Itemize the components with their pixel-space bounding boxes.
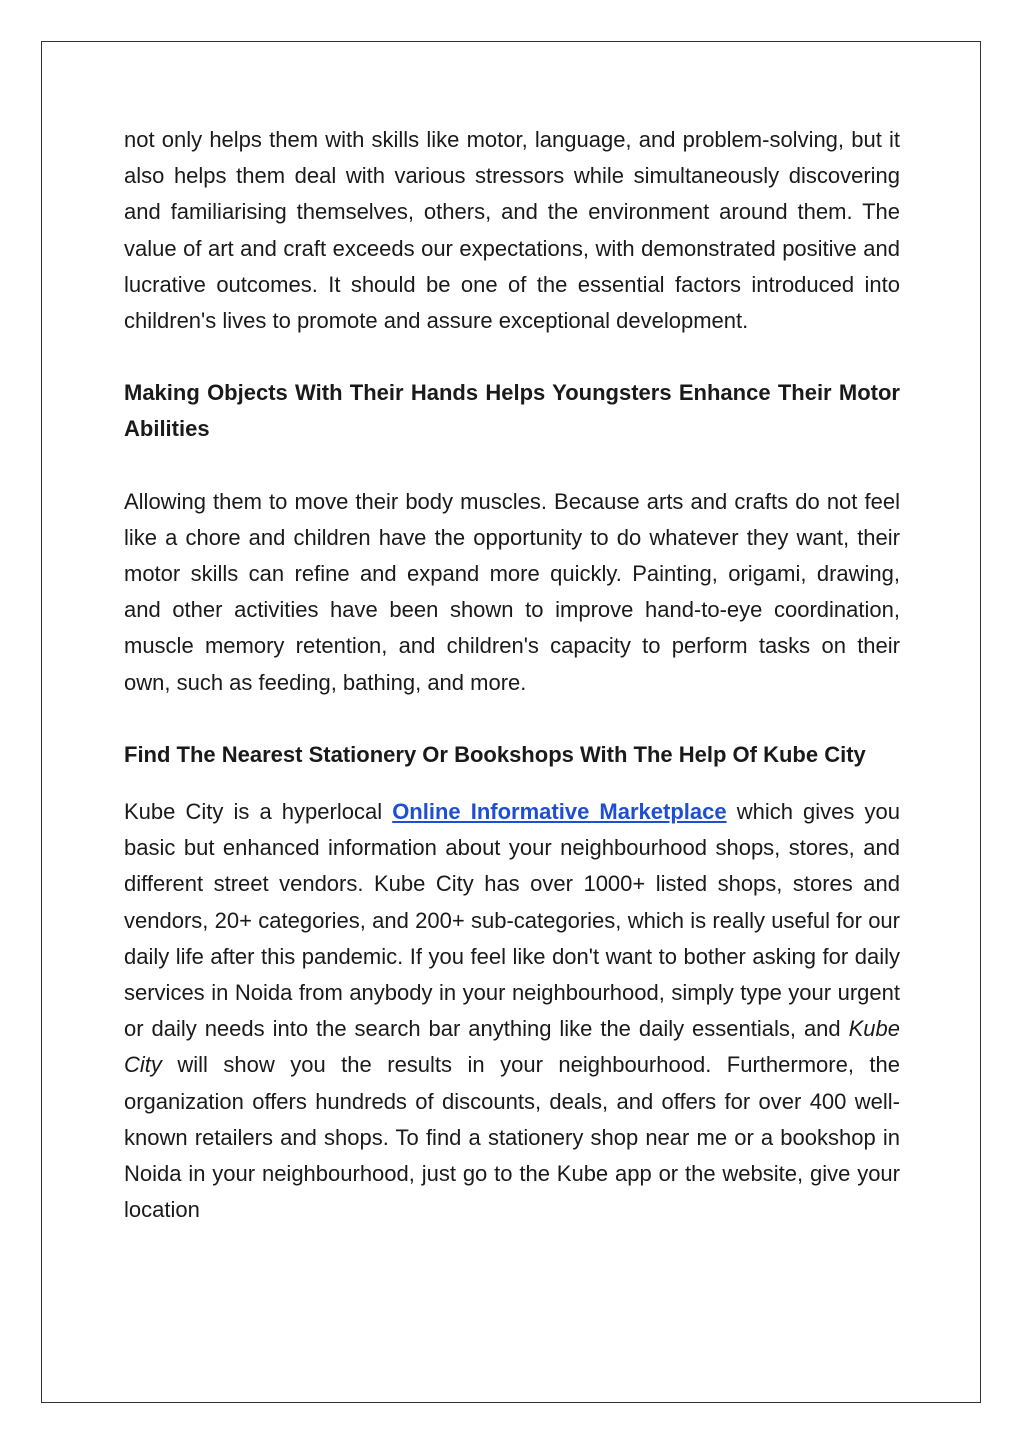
paragraph-intro: not only helps them with skills like motor, language, and problem-solving, but it also helps them deal with various stressors while simultaneously discovering and familiarising themselves, others, and the environment around them. The value of art and craft exceeds our expectations, with demonstrated positive and lucrative outcomes. It should be one of the essential factors introduced into children's lives to promote and assure exceptional development.: [124, 127, 900, 334]
kube-city-italic: Kube City: [124, 1016, 900, 1078]
section-heading-motor-abilities: Making Objects With Their Hands Helps Youngsters Enhance Their Motor Abilities: [124, 380, 900, 442]
paragraph-kube-city-part-2: which gives you basic but enhanced information about your neighbourhood shops, stores, and different street vendors. Kube City has over 1000+ listed shops, stores and vendors, 20+ categories, and 200+ sub-categories, which is really useful for our daily life after this pandemic. If you feel like don't want to bother asking for daily services in Noida from anybody in your neighbourhood, simply type your urgent or daily needs into the search bar anything like the daily essentials, and: [124, 799, 900, 1042]
paragraph-motor-skills: Allowing them to move their body muscles. Because arts and crafts do not feel like a chore and children have the opportunity to do whatever they want, their motor skills can refine and expand more quickly. Painting, origami, drawing, and other activities have been shown to improve hand-to-eye coordination, muscle memory retention, and children's capacity to perform tasks on their own, such as feeding, bathing, and more.: [124, 488, 900, 695]
document-body: [124, 122, 900, 1228]
paragraph-kube-city-part-3: will show you the results in your neighbourhood. Furthermore, the organization offers hundreds of discounts, deals, and offers for over 400 well-known retailers and shops. To find a stationery shop near me or a bookshop in Noida in your neighbourhood, just go to the Kube app or the website, give your location: [124, 1052, 900, 1223]
paragraph-kube-city: [124, 794, 900, 1228]
online-informative-marketplace-link[interactable]: Online Informative Marketplace: [392, 799, 727, 825]
section-heading-kube-city: Find The Nearest Stationery Or Bookshops With The Help Of Kube City: [124, 741, 866, 767]
paragraph-kube-city-part-1: Kube City is a hyperlocal: [124, 799, 393, 825]
